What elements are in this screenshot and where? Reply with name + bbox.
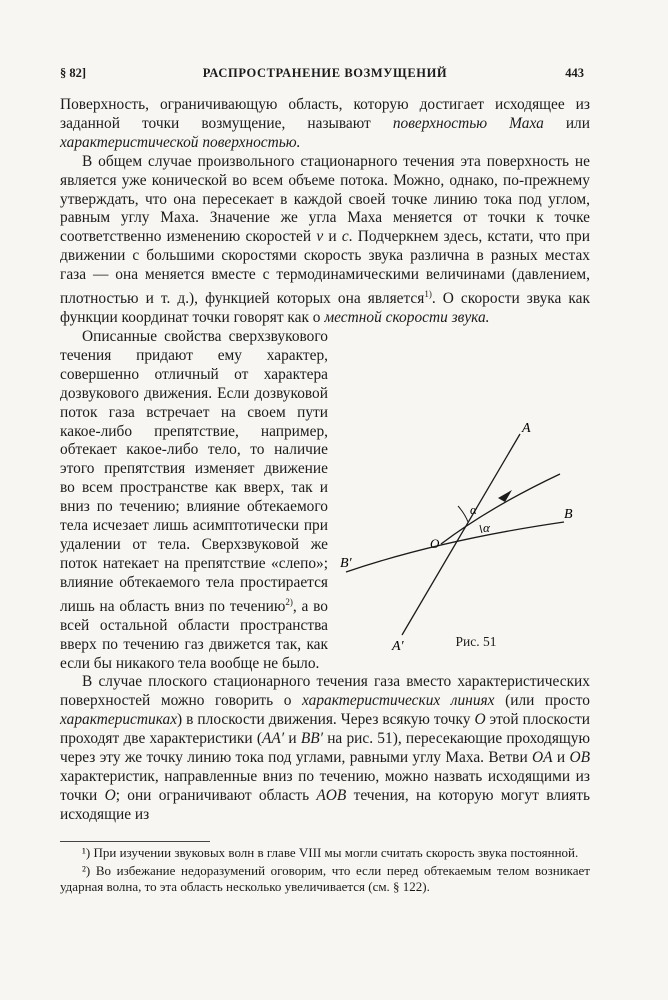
page-number: 443 bbox=[565, 66, 584, 80]
footnote-rule bbox=[60, 841, 210, 842]
angle-arc-2 bbox=[480, 525, 482, 533]
footnote-ref-2: 2) bbox=[285, 596, 293, 607]
footnote-1: ¹) При изучении звуковых волн в главе VIII мы могли считать скорость звука постоянной. bbox=[82, 844, 579, 860]
footnote-ref-1: 1) bbox=[424, 289, 432, 300]
label-B-prime: B′ bbox=[340, 556, 352, 571]
characteristic-AA bbox=[402, 434, 520, 635]
figure-51 bbox=[340, 422, 590, 652]
label-O: O bbox=[430, 536, 440, 551]
running-header bbox=[60, 62, 590, 84]
angle-arc-1 bbox=[458, 506, 468, 522]
label-alpha-2: α bbox=[483, 520, 490, 535]
label-B: B bbox=[564, 507, 573, 522]
label-alpha-1: α bbox=[470, 502, 477, 517]
streamline bbox=[441, 474, 560, 544]
running-title: РАСПРОСТРАНЕНИЕ ВОЗМУЩЕНИЙ bbox=[202, 66, 448, 80]
paragraph-2: В общем случае произвольного стационарного течения эта поверхность не является уже конической во всем объеме потока. Можно, однако, по-прежнему утверждать, что она пересекает в каждой своей точке линию тока под углом, равным углу Маха. Значение же угла Маха меняется от точки к точке соответственно изменению скоростей v и c. Подчеркнем здесь, кстати, что при движении с большими скоростями скорость звука различна в разных местах газа — она меняется вместе с термодинамическими величинами (давлением, плотностью и т. д.), функцией которых она является$^{1)}$. О скорости звука как функции координат точки говорят как о местной скорости звука. bbox=[60, 152, 590, 327]
paragraph-1: Поверхность, ограничивающую область, которую достигает исходящее из заданной точки возмущение, называют поверхностью Маха или характеристической поверхностью. bbox=[60, 96, 590, 151]
body-text bbox=[60, 96, 590, 825]
paragraph-4: В случае плоского стационарного течения газа вместо характеристических поверхностей можно говорить о характеристических линиях (или просто характеристиках) в плоскости движения. Через всякую точку O этой плоскости проходят две характеристики (AA′ и BB′ на рис. 51), пересекающие проходящую через эту же точку линию тока под углами, равными углу Маха. Ветви OA и OB характеристик, направленные вниз по течению, можно назвать исходящими из точки O; они ограничивают область AOB течения, на которую могут влиять исходящие из bbox=[60, 673, 590, 823]
label-A: A bbox=[522, 422, 531, 436]
footnotes bbox=[60, 841, 590, 895]
page bbox=[60, 62, 590, 894]
footnote-2: ²) Во избежание недоразумений оговорим, что если перед обтекаемым телом возникает ударная волна, то эта область несколько увеличивается (см. § 122). bbox=[60, 863, 590, 894]
label-A-prime: A′ bbox=[392, 639, 404, 652]
paragraph-3: A A′ B B′ O α α Рис. 51 Описанные свойства сверхзвукового течения придают ему характер, совершенно отличный от характера дозвукового движения. Если дозвуковой поток газа встречает на своем пути какое-либо препятствие, например, обтекает какое-либо тело, то наличие этого препятствия изменяет движение во всем пространстве как вверх, так и вниз по течению; влияние обтекаемого тела исчезает лишь асимптотически при удалении от тела. Сверхзвуковой же поток натекает на препятствие «слепо»; влияние обтекаемого тела простирается лишь на область вниз по течению$^{2)}$, а во всей остальной области пространства вверх по течению газ движется так, как если бы никакого тела вообще не было. bbox=[60, 328, 590, 673]
figure-caption: Рис. 51 bbox=[455, 634, 497, 650]
section-number: § 82] bbox=[60, 66, 87, 80]
characteristic-BB bbox=[346, 522, 564, 572]
